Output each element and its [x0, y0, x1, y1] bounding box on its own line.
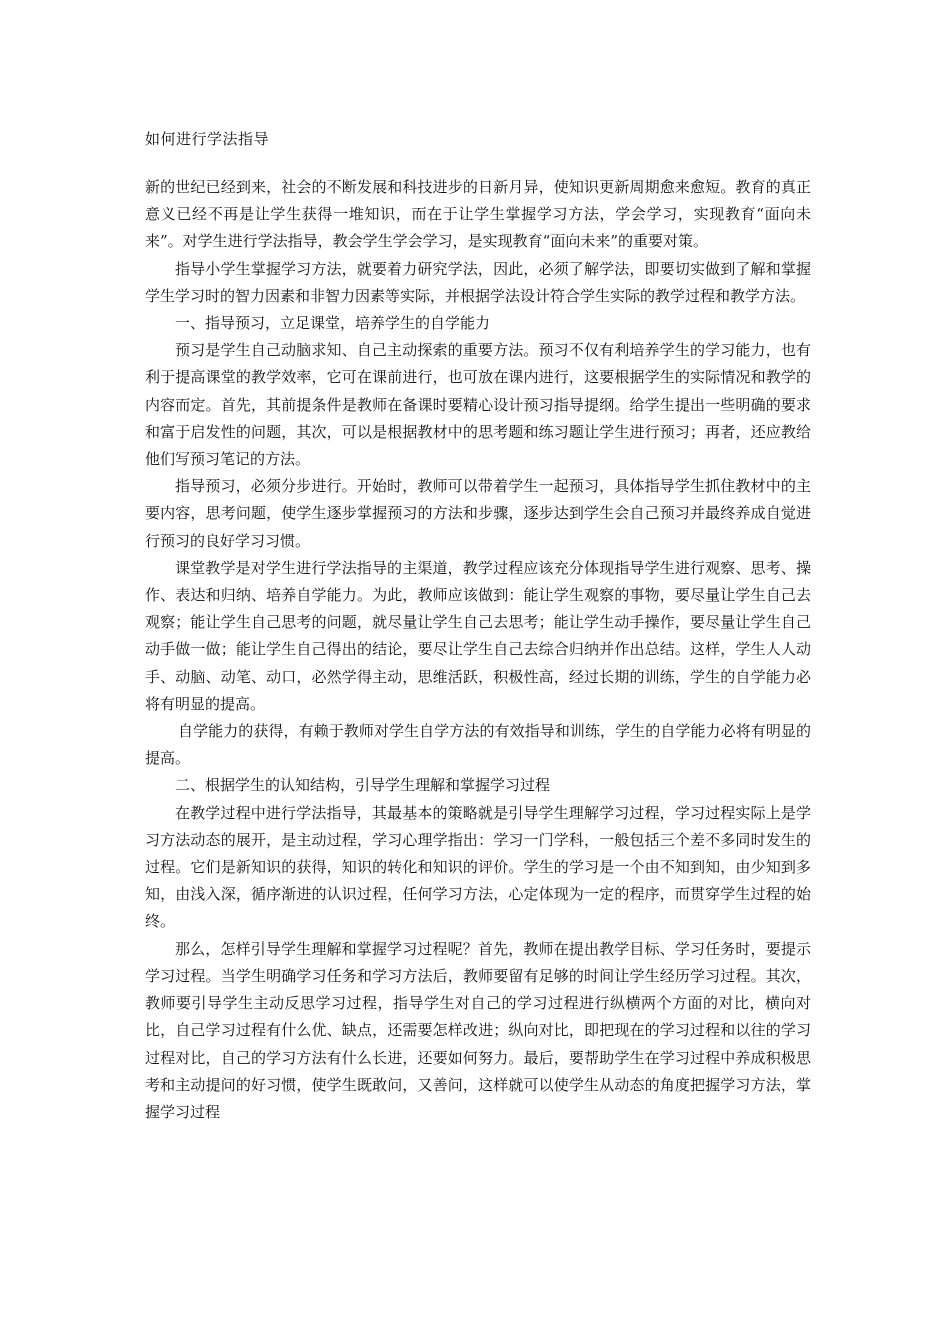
- paragraph-learning-process: 在教学过程中进行学法指导，其最基本的策略就是引导学生理解学习过程，学习过程实际上是学习方法动态的展开，是主动过程，学习心理学指出：学习一门学科，一般包括三个差不多同时发生的过程。它们是新知识的获得，知识的转化和知识的评价。学生的学习是一个由不知到知，由少知到多知，由浅入深，循序渐进的认识过程，任何学习方法，心定体现为一定的程序，而贯穿学生过程的始终。: [145, 803, 811, 931]
- document-body: [145, 174, 811, 1126]
- paragraph-preview: 预习是学生自己动脑求知、自己主动探索的重要方法。预习不仅有利培养学生的学习能力，也有利于提高课堂的教学效率，它可在课前进行，也可放在课内进行，这要根据学生的实际情况和教学的内容而定。首先，其前提条件是教师在备课时要精心设计预习指导提纲。给学生提出一些明确的要求和富于启发性的问题，其次，可以是根据教材中的思考题和练习题让学生进行预习；再者，还应教给他们写预习笔记的方法。: [145, 341, 811, 469]
- paragraph-classroom: 课堂教学是对学生进行学法指导的主渠道，教学过程应该充分体现指导学生进行观察、思考、操作、表达和归纳、培养自学能力。为此，教师应该做到：能让学生观察的事物，要尽量让学生自己去观察；能让学生自己思考的问题，就尽量让学生自己去思考；能让学生动手操作，要尽量让学生自己动手做一做；能让学生自己得出的结论，要尽让学生自己去综合归纳并作出总结。这样，学生人人动手、动脑、动笔、动口，必然学得主动，思维活跃，积极性高，经过长期的训练，学生的自学能力必将有明显的提高。: [145, 558, 811, 713]
- paragraph-guide-process: 那么，怎样引导学生理解和掌握学习过程呢？首先，教师在提出教学目标、学习任务时，要提示学习过程。当学生明确学习任务和学习方法后，教师要留有足够的时间让学生经历学习过程。其次，教师要引导学生主动反思学习过程，指导学生对自己的学习过程进行纵横两个方面的对比，横向对比，自己学习过程有什么优、缺点，还需要怎样改进；纵向对比，即把现在的学习过程和以往的学习过程对比，自己的学习方法有什么长进，还要如何努力。最后，要帮助学生在学习过程中养成积极思考和主动提问的好习惯，使学生既敢问，又善问，这样就可以使学生从动态的角度把握学习方法，掌握学习过程: [145, 939, 811, 1121]
- section-heading-1: 一、指导预习，立足课堂，培养学生的自学能力: [175, 314, 491, 333]
- paragraph-preview-steps: 指导预习，必须分步进行。开始时，教师可以带着学生一起预习，具体指导学生抓住教材中的主要内容，思考问题，使学生逐步掌握预习的方法和步骤，逐步达到学生会自己预习并最终养成自觉进行预习的良好学习习惯。: [145, 477, 811, 550]
- paragraph-learning-methods: 指导小学生掌握学习方法，就要着力研究学法，因此，必须了解学法，即要切实做到了解和掌握学生学习时的智力因素和非智力因素等实际，并根据学法设计符合学生实际的教学过程和教学方法。: [145, 259, 811, 305]
- section-heading-2: 二、根据学生的认知结构，引导学生理解和掌握学习过程: [175, 776, 551, 795]
- paragraph-intro: 新的世纪已经到来，社会的不断发展和科技进步的日新月异，使知识更新周期愈来愈短。教育的真正意义已经不再是让学生获得一堆知识，而在于让学生掌握学习方法，学会学习，实现教育“面向未来”。对学生进行学法指导，教会学生学会学习，是实现教育“面向未来”的重要对策。: [145, 178, 811, 251]
- document-title: 如何进行学法指导: [145, 130, 270, 148]
- paragraph-self-study: 自学能力的获得，有赖于教师对学生自学方法的有效指导和训练，学生的自学能力必将有明显的提高。: [145, 722, 811, 768]
